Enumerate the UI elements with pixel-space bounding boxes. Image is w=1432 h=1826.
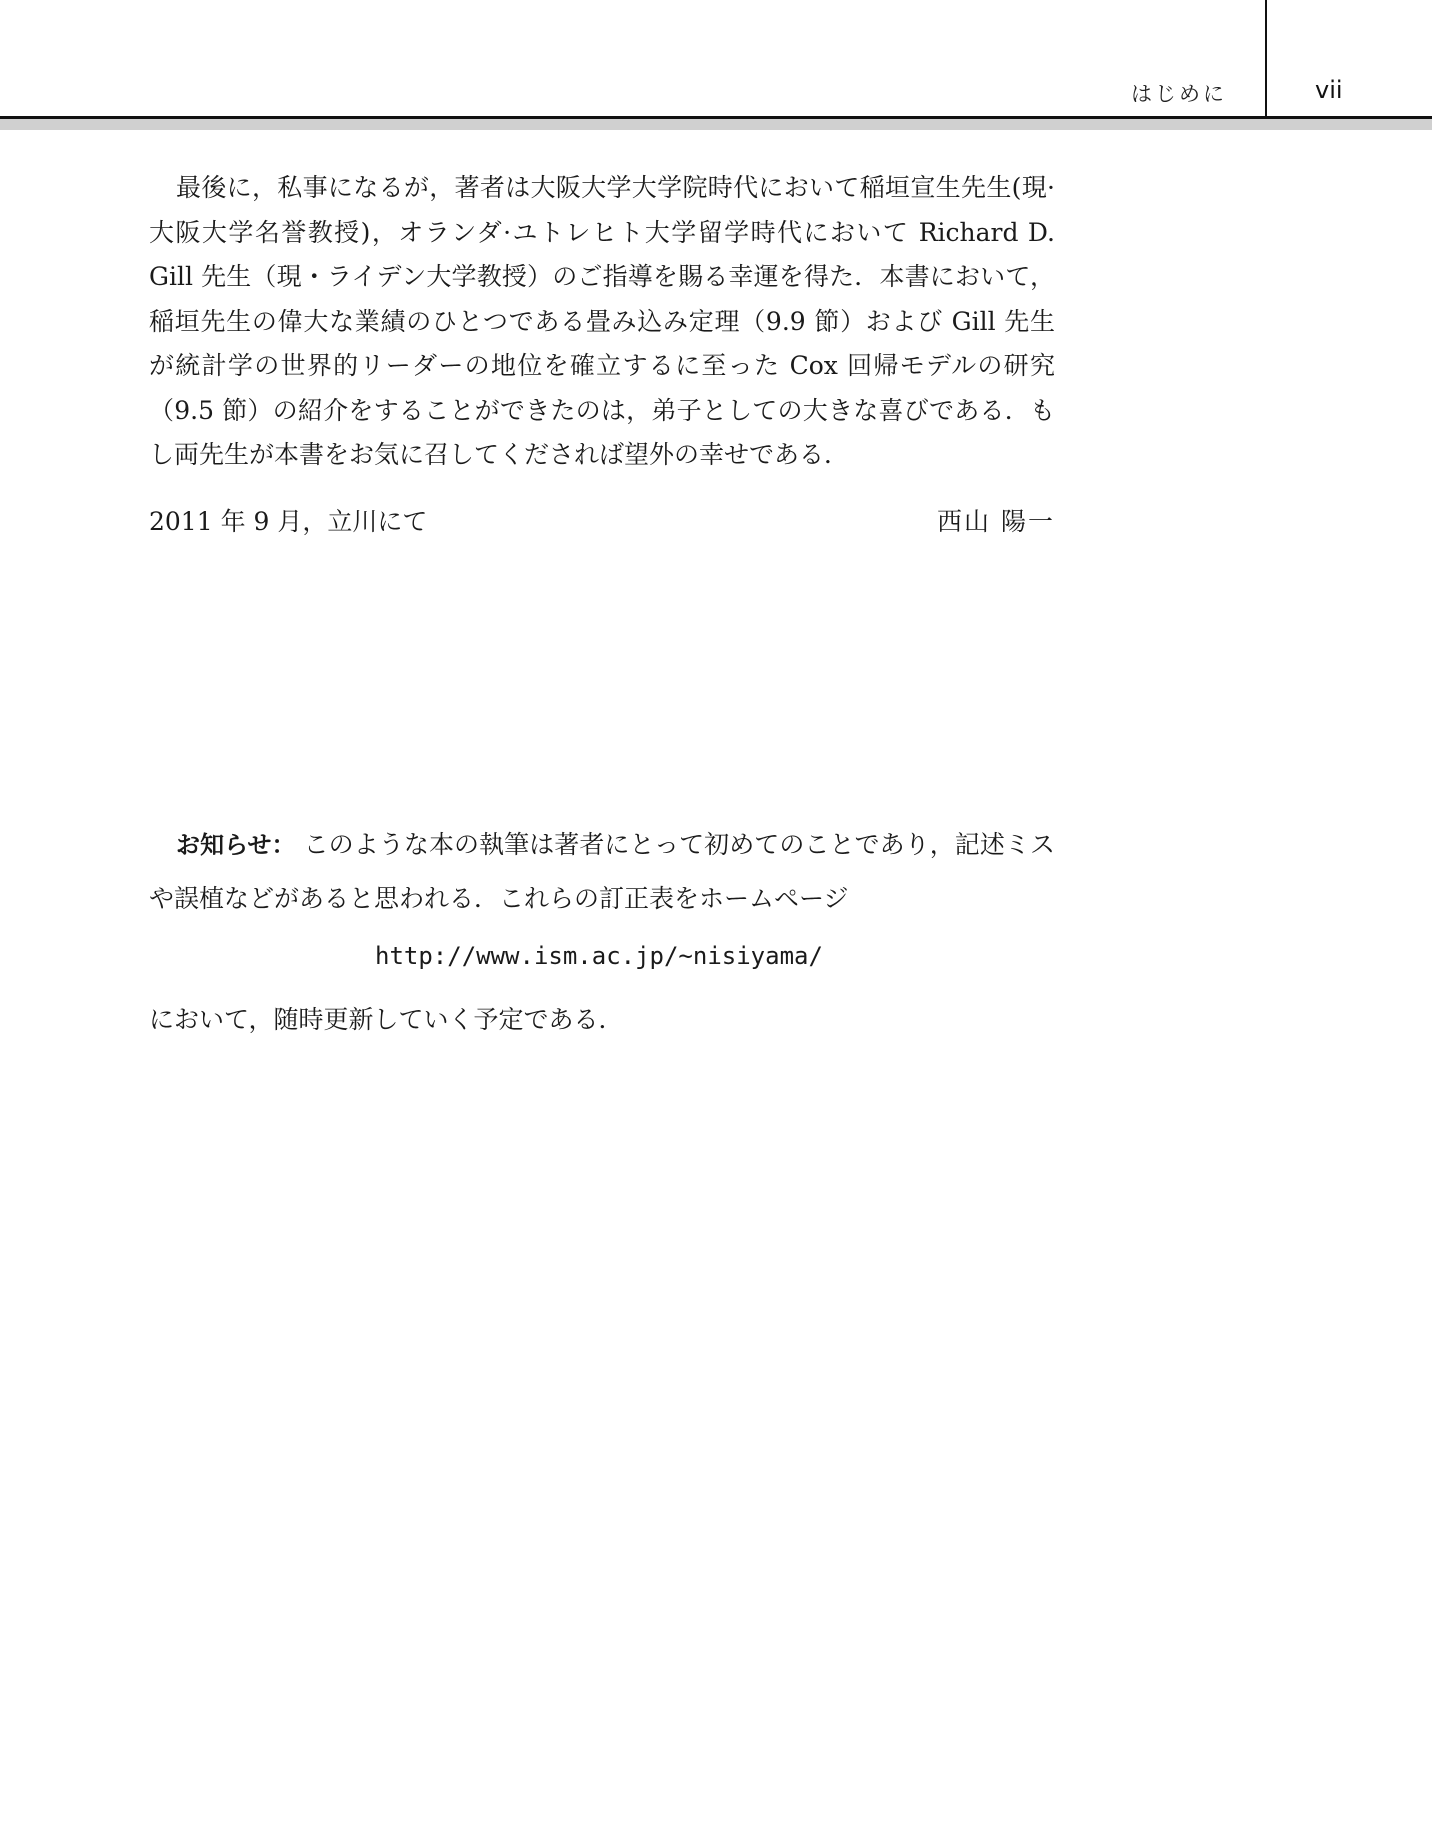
acknowledgement-paragraph: 最後に，私事になるが，著者は大阪大学大学院時代において稲垣宣生先生(現·大阪大学名誉教授)，オランダ·ユトレヒト大学留学時代において Richard D. Gill 先生（現・ライデン大学教授）のご指導を賜る幸運を得た．本書において，稲垣先生の偉大な業績のひとつである畳み込み定理（9.9 節）および Gill 先生が統計学の世界的リーダーの地位を確立するに至った Cox 回帰モデルの研究（9.5 節）の紹介をすることができたのは，弟子としての大きな喜びである．もし両先生が本書をお気に召してくだされば望外の幸せである．: [149, 173, 1055, 469]
page-header: [0, 0, 1432, 130]
notice-label: お知らせ：: [176, 831, 296, 859]
page-number: vii: [1315, 76, 1343, 104]
notice-closing: において，随時更新していく予定である．: [149, 1005, 624, 1034]
homepage-url[interactable]: http://www.ism.ac.jp/~nisiyama/: [375, 942, 823, 970]
header-divider-vertical: [1265, 0, 1267, 118]
notice-text: このような本の執筆は著者にとって初めてのことであり，記述ミスや誤植などがあると思われる．これらの訂正表をホームページ: [149, 830, 1056, 913]
signature-row: [149, 500, 1055, 544]
date-place: 2011 年 9 月，立川にて: [149, 507, 428, 536]
notice-paragraph: [149, 818, 1055, 926]
acknowledgement-block: [149, 166, 1055, 478]
running-head-section-title: はじめに: [1131, 82, 1227, 106]
header-shaded-band: [0, 119, 1432, 130]
author-name: 西山 陽一: [937, 507, 1055, 536]
notice-block: [149, 818, 1055, 926]
